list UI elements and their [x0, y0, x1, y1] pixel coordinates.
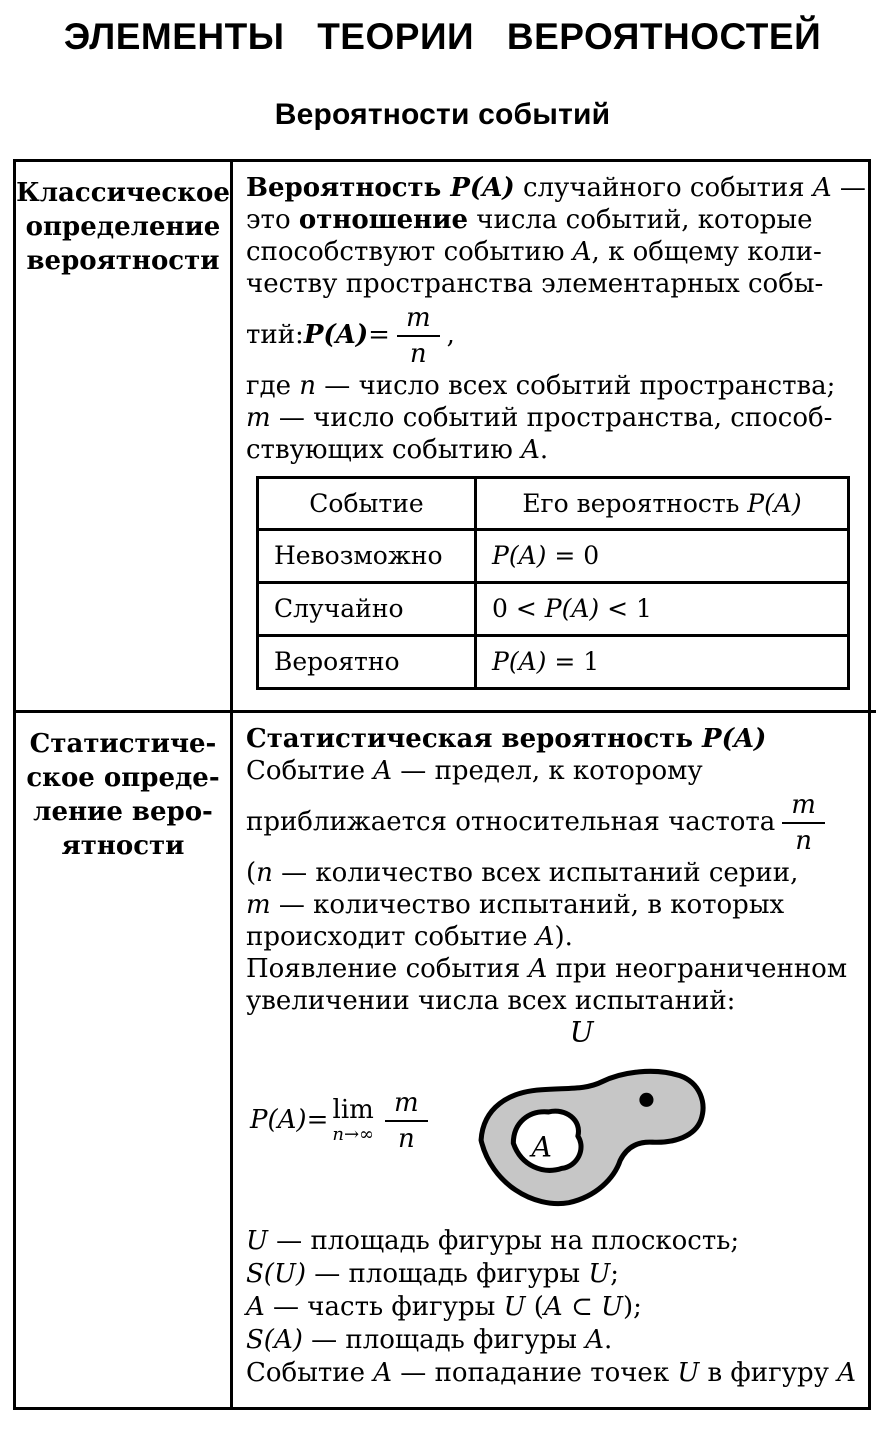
table-row-event: Невозможно	[274, 541, 443, 570]
text-line: A — часть фигуры U (A ⊂ U);	[246, 1292, 642, 1322]
text-line: Статистическая вероятность P(A)	[246, 724, 767, 754]
text-line: Событие A — предел, к которому	[246, 756, 703, 786]
definition-table	[13, 159, 871, 1410]
text-line: это отношение числа событий, которые	[246, 205, 813, 235]
text-line: тий: P(A) = $\frac{m}{n}$ ,	[246, 302, 455, 369]
fraction: $\frac{m}{n}$	[397, 304, 440, 367]
text-line: честву пространства элементарных собы-	[246, 269, 824, 299]
figure-inner-region-label: A	[531, 1130, 552, 1164]
term-line: Классическое	[16, 178, 230, 208]
statistical-definition-term-cell	[16, 713, 233, 1407]
probability-column-header: Его вероятность P(A)	[474, 479, 847, 531]
figure-legend	[246, 1225, 866, 1390]
statistical-definition-body-cell	[233, 713, 876, 1407]
term-line: ское опреде-	[26, 763, 220, 793]
fraction: $\frac{m}{n}$	[782, 791, 825, 854]
term-line: Статистиче-	[29, 729, 217, 759]
figure-outer-region-label: U	[569, 1019, 594, 1049]
text-line: Событие A — попадание точек U в фигуру A	[246, 1358, 857, 1388]
table-row-probability: P(A) = 0	[474, 531, 847, 581]
table-row-event: Вероятно	[259, 634, 474, 687]
sample-point-dot	[639, 1093, 653, 1107]
classical-definition-paragraph	[246, 172, 866, 466]
text-line: Вероятность P(A) случайного события A —	[246, 173, 866, 203]
table-row-event: Случайно	[259, 581, 474, 634]
text-line: U — площадь фигуры на плоскость;	[246, 1226, 740, 1256]
table-row-probability: 0 < P(A) < 1	[474, 581, 847, 634]
text-line: m — количество испытаний, в которых	[246, 890, 785, 920]
term-line: определение	[25, 212, 221, 242]
table-row-probability: P(A) = 1	[474, 634, 847, 687]
page-title: ЭЛЕМЕНТЫ ТЕОРИИ ВЕРОЯТНОСТЕЙ	[63, 16, 822, 57]
text-line: приближается относительная частота $\frac{m}{n}$	[246, 787, 866, 857]
event-column-header: Событие	[259, 479, 474, 531]
classical-definition-body-cell	[233, 162, 876, 713]
text-line: (n — количество всех испытаний серии,	[246, 858, 799, 888]
geometric-probability-figure	[473, 1019, 715, 1221]
term-line: вероятности	[26, 246, 220, 276]
fraction: $\frac{m}{n}$	[385, 1089, 428, 1152]
text-line: S(A) — площадь фигуры A.	[246, 1325, 613, 1355]
text-line: происходит событие A).	[246, 922, 573, 952]
statistical-definition-paragraph	[246, 723, 866, 1017]
term-line: ление веро-	[33, 797, 213, 827]
classical-definition-term-cell	[16, 162, 233, 713]
text-line: ствующих событию A.	[246, 435, 549, 465]
text-line: S(U) — площадь фигуры U;	[246, 1259, 620, 1289]
term-line: ятности	[61, 831, 185, 861]
text-line: увеличении числа всех испытаний:	[246, 986, 736, 1016]
limit-stack: lim n→∞	[332, 1094, 375, 1145]
limit-formula: P(A) = lim n→∞ $\frac{m}{n}$	[250, 1089, 435, 1152]
text-line: способствуют событию A, к общему коли-	[246, 237, 822, 267]
text-line: Появление события A при неограниченном	[246, 954, 848, 984]
text-line: m — число событий пространства, способ-	[246, 403, 833, 433]
figure-row	[246, 1019, 866, 1221]
text-line: где n — число всех событий пространства;	[246, 371, 836, 401]
event-probability-table	[256, 476, 850, 690]
page-subtitle: Вероятности событий	[274, 98, 611, 131]
